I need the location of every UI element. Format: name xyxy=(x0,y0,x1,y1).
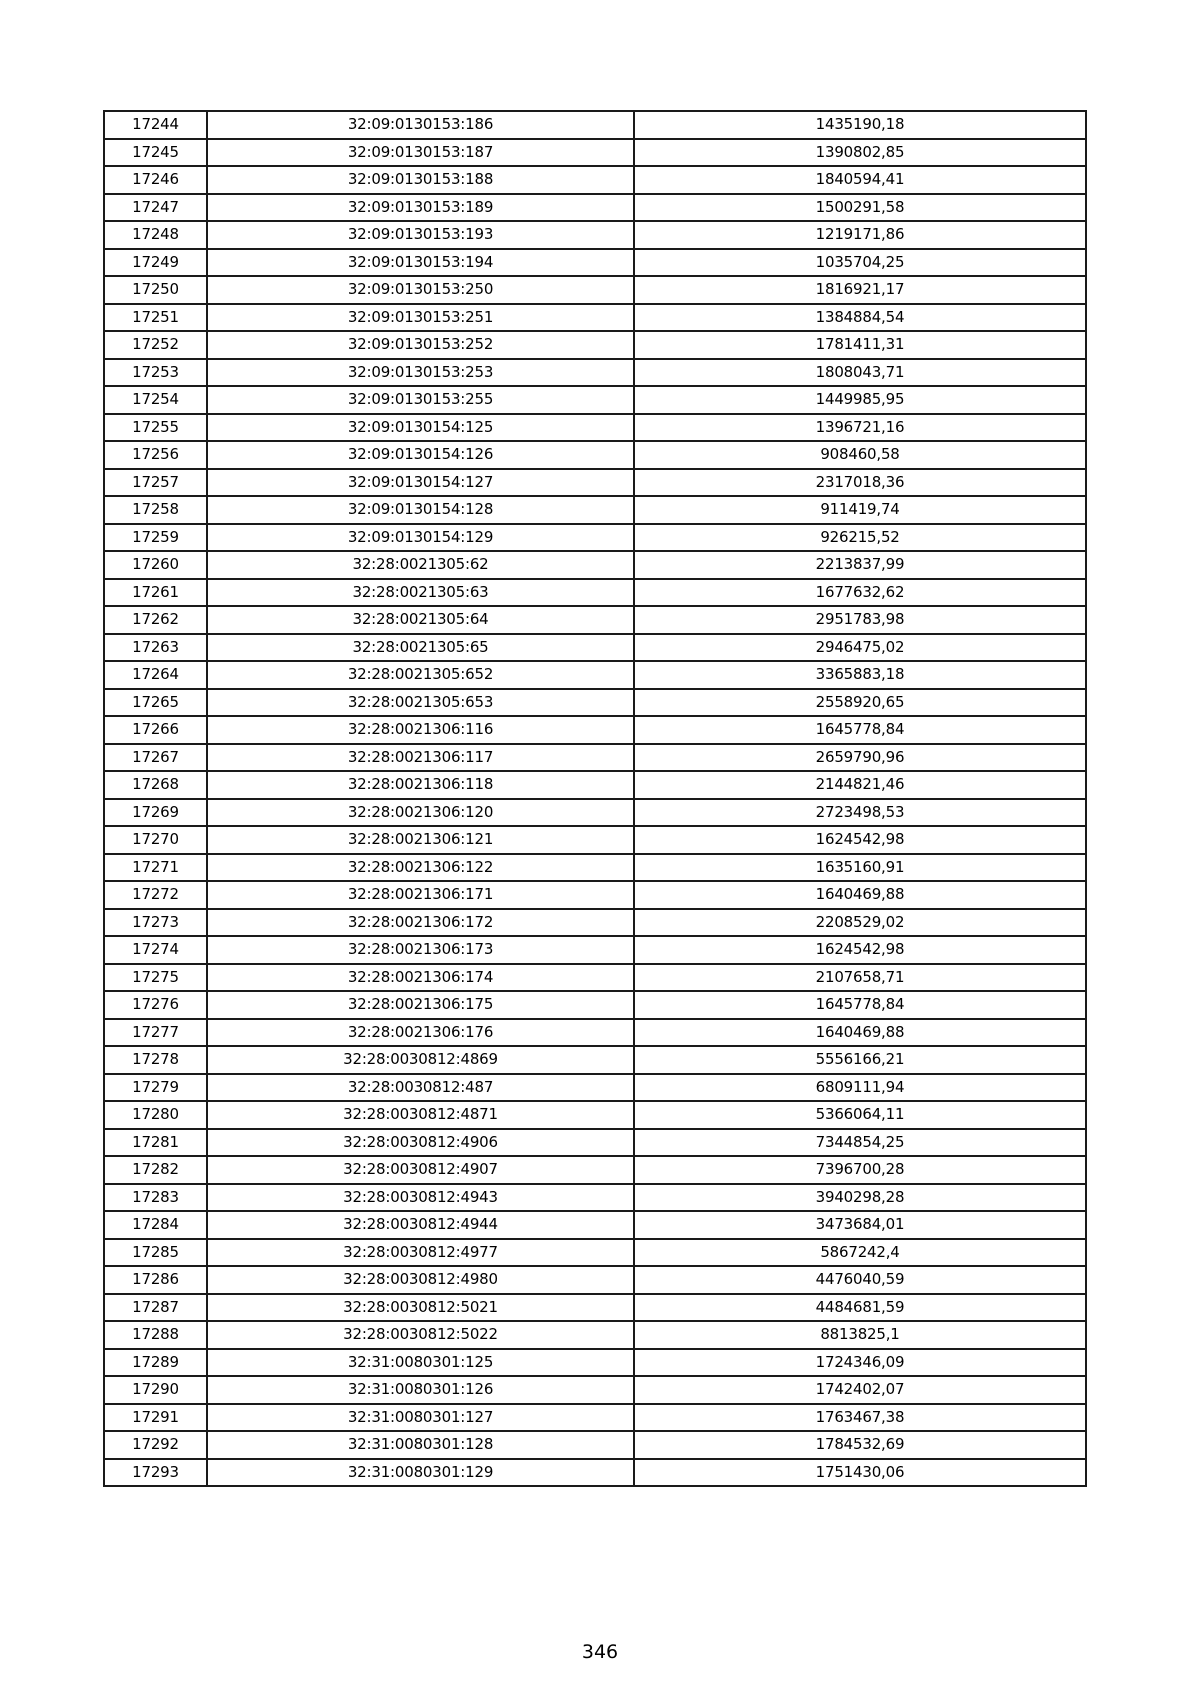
row-number-cell: 17271 xyxy=(104,854,207,882)
cadastral-value-cell: 1816921,17 xyxy=(634,276,1086,304)
table-row xyxy=(104,1321,1086,1349)
cadastral-number-cell: 32:28:0021306:174 xyxy=(207,964,634,992)
cadastral-value-cell: 1645778,84 xyxy=(634,991,1086,1019)
row-number-cell: 17252 xyxy=(104,331,207,359)
cadastral-number-cell: 32:28:0021306:173 xyxy=(207,936,634,964)
cadastral-number-cell: 32:28:0030812:487 xyxy=(207,1074,634,1102)
row-number-cell: 17272 xyxy=(104,881,207,909)
cadastral-number-cell: 32:28:0021305:652 xyxy=(207,661,634,689)
table-row xyxy=(104,551,1086,579)
cadastral-value-cell: 1035704,25 xyxy=(634,249,1086,277)
row-number-cell: 17274 xyxy=(104,936,207,964)
cadastral-number-cell: 32:09:0130154:129 xyxy=(207,524,634,552)
cadastral-value-cell: 3473684,01 xyxy=(634,1211,1086,1239)
table-row xyxy=(104,606,1086,634)
cadastral-number-cell: 32:09:0130153:255 xyxy=(207,386,634,414)
cadastral-value-table xyxy=(103,110,1087,1487)
cadastral-number-cell: 32:28:0021306:117 xyxy=(207,744,634,772)
cadastral-number-cell: 32:28:0021305:64 xyxy=(207,606,634,634)
cadastral-number-cell: 32:09:0130153:252 xyxy=(207,331,634,359)
cadastral-value-cell: 2558920,65 xyxy=(634,689,1086,717)
table-row xyxy=(104,386,1086,414)
row-number-cell: 17261 xyxy=(104,579,207,607)
cadastral-value-cell: 908460,58 xyxy=(634,441,1086,469)
cadastral-number-cell: 32:28:0021306:120 xyxy=(207,799,634,827)
cadastral-number-cell: 32:09:0130153:186 xyxy=(207,111,634,139)
cadastral-value-cell: 1500291,58 xyxy=(634,194,1086,222)
table-row xyxy=(104,936,1086,964)
row-number-cell: 17253 xyxy=(104,359,207,387)
row-number-cell: 17270 xyxy=(104,826,207,854)
table-row xyxy=(104,1019,1086,1047)
row-number-cell: 17257 xyxy=(104,469,207,497)
cadastral-value-cell: 926215,52 xyxy=(634,524,1086,552)
cadastral-value-cell: 1640469,88 xyxy=(634,1019,1086,1047)
cadastral-number-cell: 32:09:0130153:251 xyxy=(207,304,634,332)
table-row xyxy=(104,634,1086,662)
cadastral-value-cell: 2317018,36 xyxy=(634,469,1086,497)
row-number-cell: 17286 xyxy=(104,1266,207,1294)
table-row xyxy=(104,744,1086,772)
cadastral-number-cell: 32:28:0021305:63 xyxy=(207,579,634,607)
table-row xyxy=(104,1459,1086,1487)
table-row xyxy=(104,496,1086,524)
row-number-cell: 17288 xyxy=(104,1321,207,1349)
cadastral-number-cell: 32:31:0080301:128 xyxy=(207,1431,634,1459)
table-row xyxy=(104,111,1086,139)
table-row xyxy=(104,1431,1086,1459)
table-row xyxy=(104,1074,1086,1102)
table-row xyxy=(104,1294,1086,1322)
cadastral-number-cell: 32:28:0030812:4943 xyxy=(207,1184,634,1212)
row-number-cell: 17287 xyxy=(104,1294,207,1322)
row-number-cell: 17276 xyxy=(104,991,207,1019)
page-number: 346 xyxy=(581,1641,619,1663)
cadastral-number-cell: 32:09:0130153:253 xyxy=(207,359,634,387)
cadastral-value-cell: 2208529,02 xyxy=(634,909,1086,937)
row-number-cell: 17264 xyxy=(104,661,207,689)
table-row xyxy=(104,991,1086,1019)
table-row xyxy=(104,1156,1086,1184)
cadastral-value-cell: 1784532,69 xyxy=(634,1431,1086,1459)
table-row xyxy=(104,689,1086,717)
cadastral-value-cell: 2107658,71 xyxy=(634,964,1086,992)
cadastral-value-cell: 4484681,59 xyxy=(634,1294,1086,1322)
row-number-cell: 17280 xyxy=(104,1101,207,1129)
cadastral-value-cell: 1724346,09 xyxy=(634,1349,1086,1377)
row-number-cell: 17260 xyxy=(104,551,207,579)
table-row xyxy=(104,276,1086,304)
table-row xyxy=(104,194,1086,222)
cadastral-value-cell: 2946475,02 xyxy=(634,634,1086,662)
cadastral-value-cell: 1645778,84 xyxy=(634,716,1086,744)
cadastral-number-cell: 32:28:0030812:4980 xyxy=(207,1266,634,1294)
row-number-cell: 17285 xyxy=(104,1239,207,1267)
table-row xyxy=(104,469,1086,497)
row-number-cell: 17259 xyxy=(104,524,207,552)
cadastral-value-cell: 1677632,62 xyxy=(634,579,1086,607)
cadastral-number-cell: 32:28:0021305:653 xyxy=(207,689,634,717)
cadastral-number-cell: 32:28:0030812:5022 xyxy=(207,1321,634,1349)
table-row xyxy=(104,221,1086,249)
cadastral-value-cell: 1840594,41 xyxy=(634,166,1086,194)
cadastral-value-cell: 2951783,98 xyxy=(634,606,1086,634)
table-row xyxy=(104,661,1086,689)
row-number-cell: 17292 xyxy=(104,1431,207,1459)
table-row xyxy=(104,771,1086,799)
row-number-cell: 17258 xyxy=(104,496,207,524)
cadastral-value-cell: 6809111,94 xyxy=(634,1074,1086,1102)
cadastral-number-cell: 32:28:0021306:121 xyxy=(207,826,634,854)
table-row xyxy=(104,1239,1086,1267)
row-number-cell: 17281 xyxy=(104,1129,207,1157)
cadastral-value-cell: 7396700,28 xyxy=(634,1156,1086,1184)
cadastral-value-cell: 2723498,53 xyxy=(634,799,1086,827)
cadastral-number-cell: 32:28:0021306:172 xyxy=(207,909,634,937)
cadastral-number-cell: 32:28:0030812:4869 xyxy=(207,1046,634,1074)
table-row xyxy=(104,1184,1086,1212)
cadastral-value-cell: 1624542,98 xyxy=(634,936,1086,964)
cadastral-number-cell: 32:28:0021306:122 xyxy=(207,854,634,882)
cadastral-number-cell: 32:09:0130154:125 xyxy=(207,414,634,442)
cadastral-value-cell: 1763467,38 xyxy=(634,1404,1086,1432)
table-row xyxy=(104,716,1086,744)
cadastral-value-cell: 2213837,99 xyxy=(634,551,1086,579)
table-row xyxy=(104,414,1086,442)
table-body xyxy=(104,111,1086,1486)
row-number-cell: 17284 xyxy=(104,1211,207,1239)
cadastral-value-cell: 1624542,98 xyxy=(634,826,1086,854)
row-number-cell: 17282 xyxy=(104,1156,207,1184)
cadastral-value-cell: 2144821,46 xyxy=(634,771,1086,799)
table-row xyxy=(104,881,1086,909)
table-row xyxy=(104,579,1086,607)
cadastral-number-cell: 32:28:0021306:171 xyxy=(207,881,634,909)
row-number-cell: 17244 xyxy=(104,111,207,139)
row-number-cell: 17263 xyxy=(104,634,207,662)
cadastral-value-cell: 1219171,86 xyxy=(634,221,1086,249)
table-row xyxy=(104,1349,1086,1377)
cadastral-number-cell: 32:09:0130153:187 xyxy=(207,139,634,167)
cadastral-number-cell: 32:09:0130153:188 xyxy=(207,166,634,194)
row-number-cell: 17245 xyxy=(104,139,207,167)
table-row xyxy=(104,166,1086,194)
row-number-cell: 17254 xyxy=(104,386,207,414)
cadastral-number-cell: 32:28:0030812:4977 xyxy=(207,1239,634,1267)
cadastral-value-cell: 1742402,07 xyxy=(634,1376,1086,1404)
row-number-cell: 17289 xyxy=(104,1349,207,1377)
cadastral-number-cell: 32:09:0130154:128 xyxy=(207,496,634,524)
cadastral-value-cell: 911419,74 xyxy=(634,496,1086,524)
cadastral-number-cell: 32:31:0080301:125 xyxy=(207,1349,634,1377)
table-row xyxy=(104,1376,1086,1404)
row-number-cell: 17246 xyxy=(104,166,207,194)
cadastral-value-cell: 1396721,16 xyxy=(634,414,1086,442)
cadastral-number-cell: 32:28:0030812:4906 xyxy=(207,1129,634,1157)
table-row xyxy=(104,1266,1086,1294)
cadastral-value-cell: 5556166,21 xyxy=(634,1046,1086,1074)
row-number-cell: 17251 xyxy=(104,304,207,332)
row-number-cell: 17249 xyxy=(104,249,207,277)
cadastral-number-cell: 32:28:0030812:4944 xyxy=(207,1211,634,1239)
cadastral-value-cell: 1384884,54 xyxy=(634,304,1086,332)
cadastral-number-cell: 32:31:0080301:129 xyxy=(207,1459,634,1487)
table-row xyxy=(104,524,1086,552)
cadastral-value-cell: 1390802,85 xyxy=(634,139,1086,167)
table-row xyxy=(104,909,1086,937)
row-number-cell: 17275 xyxy=(104,964,207,992)
table-row xyxy=(104,249,1086,277)
cadastral-value-cell: 7344854,25 xyxy=(634,1129,1086,1157)
cadastral-number-cell: 32:09:0130153:194 xyxy=(207,249,634,277)
cadastral-number-cell: 32:28:0021305:62 xyxy=(207,551,634,579)
cadastral-number-cell: 32:28:0021305:65 xyxy=(207,634,634,662)
row-number-cell: 17290 xyxy=(104,1376,207,1404)
row-number-cell: 17268 xyxy=(104,771,207,799)
cadastral-value-cell: 5366064,11 xyxy=(634,1101,1086,1129)
cadastral-value-cell: 1635160,91 xyxy=(634,854,1086,882)
table-row xyxy=(104,331,1086,359)
row-number-cell: 17277 xyxy=(104,1019,207,1047)
row-number-cell: 17283 xyxy=(104,1184,207,1212)
table-row xyxy=(104,441,1086,469)
cadastral-number-cell: 32:28:0030812:4871 xyxy=(207,1101,634,1129)
row-number-cell: 17256 xyxy=(104,441,207,469)
cadastral-number-cell: 32:28:0021306:175 xyxy=(207,991,634,1019)
row-number-cell: 17293 xyxy=(104,1459,207,1487)
cadastral-number-cell: 32:28:0030812:5021 xyxy=(207,1294,634,1322)
cadastral-value-cell: 3365883,18 xyxy=(634,661,1086,689)
row-number-cell: 17248 xyxy=(104,221,207,249)
table-row xyxy=(104,1129,1086,1157)
row-number-cell: 17267 xyxy=(104,744,207,772)
cadastral-value-cell: 1751430,06 xyxy=(634,1459,1086,1487)
row-number-cell: 17273 xyxy=(104,909,207,937)
cadastral-value-cell: 8813825,1 xyxy=(634,1321,1086,1349)
cadastral-value-cell: 5867242,4 xyxy=(634,1239,1086,1267)
table-row xyxy=(104,1404,1086,1432)
cadastral-value-cell: 1781411,31 xyxy=(634,331,1086,359)
cadastral-value-cell: 4476040,59 xyxy=(634,1266,1086,1294)
cadastral-value-cell: 2659790,96 xyxy=(634,744,1086,772)
row-number-cell: 17279 xyxy=(104,1074,207,1102)
table-row xyxy=(104,826,1086,854)
cadastral-value-cell: 1435190,18 xyxy=(634,111,1086,139)
row-number-cell: 17265 xyxy=(104,689,207,717)
row-number-cell: 17291 xyxy=(104,1404,207,1432)
cadastral-value-cell: 1808043,71 xyxy=(634,359,1086,387)
cadastral-number-cell: 32:09:0130153:189 xyxy=(207,194,634,222)
table-row xyxy=(104,304,1086,332)
cadastral-number-cell: 32:28:0030812:4907 xyxy=(207,1156,634,1184)
table-row xyxy=(104,854,1086,882)
table-row xyxy=(104,1211,1086,1239)
cadastral-number-cell: 32:09:0130153:250 xyxy=(207,276,634,304)
cadastral-number-cell: 32:28:0021306:118 xyxy=(207,771,634,799)
table-row xyxy=(104,359,1086,387)
table-row xyxy=(104,964,1086,992)
table-row xyxy=(104,1046,1086,1074)
cadastral-number-cell: 32:28:0021306:176 xyxy=(207,1019,634,1047)
cadastral-number-cell: 32:09:0130154:126 xyxy=(207,441,634,469)
cadastral-value-cell: 1449985,95 xyxy=(634,386,1086,414)
table-row xyxy=(104,139,1086,167)
row-number-cell: 17278 xyxy=(104,1046,207,1074)
cadastral-number-cell: 32:09:0130154:127 xyxy=(207,469,634,497)
row-number-cell: 17269 xyxy=(104,799,207,827)
cadastral-number-cell: 32:31:0080301:126 xyxy=(207,1376,634,1404)
cadastral-number-cell: 32:31:0080301:127 xyxy=(207,1404,634,1432)
row-number-cell: 17262 xyxy=(104,606,207,634)
row-number-cell: 17266 xyxy=(104,716,207,744)
table-row xyxy=(104,799,1086,827)
row-number-cell: 17250 xyxy=(104,276,207,304)
cadastral-value-cell: 3940298,28 xyxy=(634,1184,1086,1212)
cadastral-number-cell: 32:28:0021306:116 xyxy=(207,716,634,744)
cadastral-number-cell: 32:09:0130153:193 xyxy=(207,221,634,249)
row-number-cell: 17247 xyxy=(104,194,207,222)
cadastral-value-cell: 1640469,88 xyxy=(634,881,1086,909)
row-number-cell: 17255 xyxy=(104,414,207,442)
table-row xyxy=(104,1101,1086,1129)
